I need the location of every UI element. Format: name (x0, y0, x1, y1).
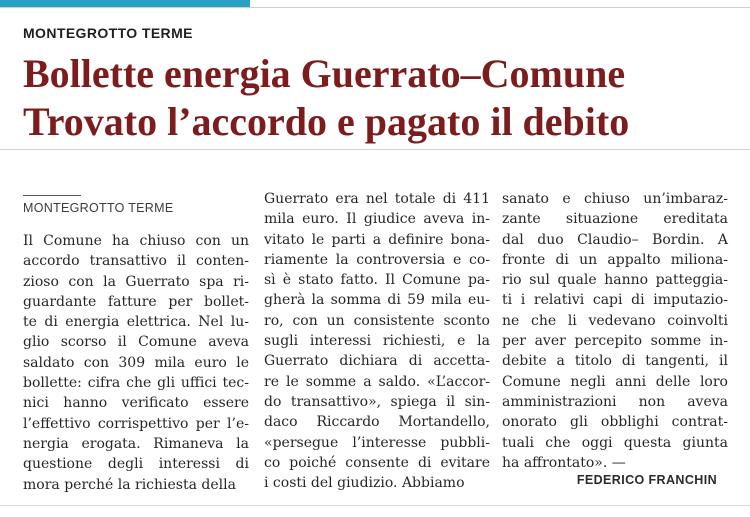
article-line: co poiché consente di evitare (264, 454, 490, 471)
article-line: amministrazioni non aveva (502, 393, 728, 410)
article-line: gherà la somma di 59 mila eu- (264, 292, 490, 309)
article-line: rio sul quale hanno patteggia- (502, 272, 728, 289)
accent-bar (0, 0, 250, 7)
article-line: riamente la controversia e co- (264, 251, 490, 268)
article-line: per aver percepito somme in- (502, 333, 728, 350)
bottom-rule (0, 505, 750, 506)
article-line: Il Comune ha chiuso con un (23, 233, 249, 249)
article-line: mora perché la richiesta della (23, 476, 236, 493)
article-line: accordo transattivo il conten- (23, 253, 249, 270)
headline (23, 50, 629, 146)
dateline: MONTEGROTTO TERME (23, 201, 174, 215)
article-line: dal duo Claudio– Bordin. A (502, 231, 728, 248)
article-line: fronte di un appalto miliona- (502, 251, 728, 268)
article-line: questione degli interessi di (23, 456, 249, 473)
article-line: nici hanno verificato essere (23, 395, 249, 412)
article-line: mila euro. Il giudice aveva in- (264, 211, 490, 228)
article-line: Guerrato era nel totale di 411 (264, 191, 490, 207)
article-line: nergia erogata. Rimaneva la (23, 435, 249, 452)
article-line: sanato e chiuso un’imbaraz- (502, 191, 728, 207)
section-kicker: MONTEGROTTO TERME (23, 25, 193, 41)
article-line: «persegue l’interesse pubbli- (264, 434, 490, 451)
article-line: i costi del giudizio. Abbiamo (264, 475, 465, 492)
article-line: Comune negli anni delle loro (502, 373, 728, 390)
article-line: glio scorso il Comune aveva (23, 334, 249, 351)
article-line: sì è stato fatto. Il Comune pa- (264, 272, 490, 289)
headline-line-2: Trovato l’accordo e pagato il debito (23, 99, 630, 144)
headline-line-1: Bollette energia Guerrato–Comune (23, 51, 626, 96)
article-line: debite a titolo di tangenti, il (502, 353, 728, 370)
article-line: saldato con 309 mila euro le (23, 354, 249, 371)
article-line: bollette: cifra che gli uffici tec- (23, 375, 249, 392)
top-rule (0, 7, 750, 8)
article-line: guardante fatture per bollet- (23, 293, 249, 310)
article-line: te di energia elettrica. Nel lu- (23, 314, 249, 331)
article-column-2 (264, 189, 490, 493)
author-signature: FEDERICO FRANCHIN (576, 473, 717, 487)
article-line: sugli interessi richiesti, e la (264, 333, 490, 350)
article-line: l’effettivo corrispettivo per l’e- (23, 415, 249, 432)
article-column-1 (23, 231, 249, 495)
article-line: ne che li vedevano coinvolti (502, 312, 728, 329)
article-line: Guerrato dichiara di accetta- (264, 353, 490, 370)
article-line: vitato le parti a definire bona- (264, 231, 490, 248)
article-line: ha affrontato». — (502, 454, 626, 471)
article-line: zioso con la Guerrato spa ri- (23, 273, 249, 290)
article-line: onorato gli obblighi contrat- (502, 414, 728, 431)
article-column-3 (502, 189, 728, 473)
article-line: do transattivo», spiega il sin- (264, 393, 490, 410)
article-line: ti i relativi capi di imputazio- (502, 292, 728, 309)
article-line: daco Riccardo Mortandello, (264, 414, 490, 431)
article-line: tuali che oggi questa giunta (502, 434, 728, 451)
dateline-rule (23, 195, 81, 196)
article-line: re le somme a saldo. «L’accor- (264, 373, 490, 390)
headline-separator (0, 149, 750, 150)
article-line: zante situazione ereditata (502, 211, 728, 228)
article-line: ro, con un consistente sconto (264, 312, 490, 329)
